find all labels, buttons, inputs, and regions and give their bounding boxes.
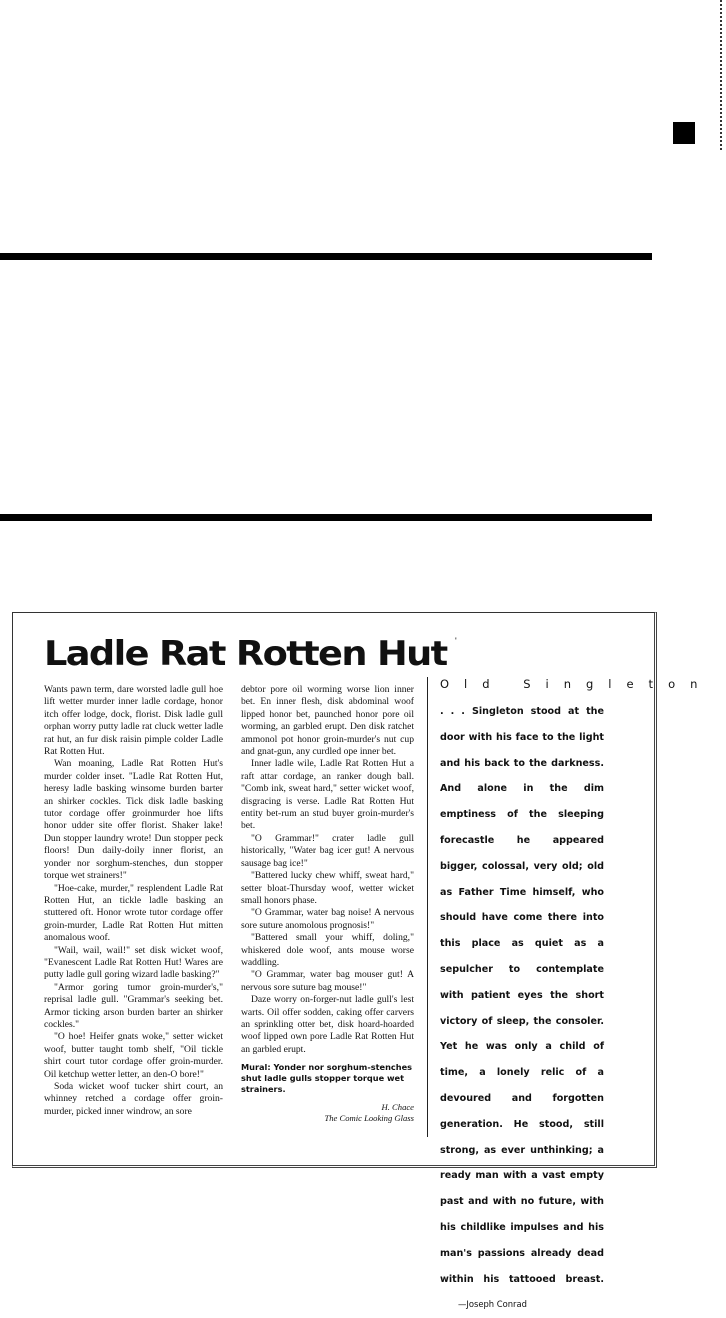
article-moral: Mural: Yonder nor sorghum-stenches shut ladle gulls stopper torque wet strainers. <box>241 1062 413 1095</box>
article-credit <box>241 1102 414 1124</box>
sidebar-attribution: —Joseph Conrad <box>458 1299 527 1310</box>
article-paragraph: "Wail, wail, wail!" set disk wicket woof, "Evanescent Ladle Rat Rotten Hut! Wares are putty ladle gull goring wizard ladle basking?" <box>44 944 223 981</box>
article-paragraph: Soda wicket woof tucker shirt court, an whinney retched a cordage offer groin-murder, picked inner windrow, an sore <box>44 1081 223 1117</box>
horizontal-rule-top <box>0 253 652 260</box>
article-paragraph: "O Grammar, water bag mouser gut! A nervous sore suture bag mouse!" <box>241 969 414 993</box>
article-paragraph: "Hoe-cake, murder," resplendent Ladle Rat Rotten Hut, an tickle ladle basking an stuttered oft. Honor wrote tutor cordage offer groin-murder, Ladle Rat Rotten Hut mitten anomalous woof. <box>44 882 223 944</box>
article-column-1 <box>44 684 223 1118</box>
article-paragraph: "Battered lucky chew whiff, sweat hard," setter bloat-Thursday woof, wetter wicket small honors phase. <box>241 870 414 906</box>
article-paragraph: Wan moaning, Ladle Rat Rotten Hut's murder colder inset. "Ladle Rat Rotten Hut, heresy ladle basking winsome burden barter an shirker cockles. Tick disk ladle basking tutor cordage offer groinmurder hoe lifts honor udder site offer florist. Shaker lake! Dun stopper laundry wrote! Dun stopper peck floors! Dun daily-doily inner florist, an yonder nor sorghum-stenches, dun stopper torque wet strainers!" <box>44 758 223 882</box>
credit-author: H. Chace <box>381 1102 414 1113</box>
article-headline: Ladle Rat Rotten Hut <box>44 634 447 674</box>
sidebar-body-text: . . . Singleton stood at the door with his face to the light and his back to the darkness. And alone in the dim emptiness of the sleeping forecastle he appeared bigger, colossal, very old; old as Father Time himself, who should have come there into this place as quiet as a sepulcher to contemplate with patient eyes the short victory of sleep, the consoler. Yet he was only a child of time, a lonely relic of a devoured and forgotten generation. He stood, still strong, as ever unthinking; a ready man with a vast empty past and with no future, with his childlike impulses and his man's passions already dead within his tattooed breast. <box>440 706 604 1285</box>
edge-dotted-line <box>720 0 726 150</box>
article-paragraph: "O Grammar!" crater ladle gull historically, "Water bag icer gut! A nervous sausage bag ice!" <box>241 832 414 869</box>
sidebar-title: Old Singleton <box>440 677 713 691</box>
sidebar-body <box>440 699 604 1318</box>
article-paragraph: "O hoe! Heifer gnats woke," setter wicket woof, butter taught tomb shelf, "Oil tickle shirt court tutor cordage offer groin-murder. Oil ketchup wetter letter, an den-O bore!" <box>44 1031 223 1080</box>
article-paragraph: Inner ladle wile, Ladle Rat Rotten Hut a raft attar cordage, an ranker dough ball. "Comb ink, sweat hard," setter wicket woof, disgracing is verse. Ladle Rat Rotten Hut entity bet-rum an stud buyer groin-murder's bet. <box>241 758 414 832</box>
article-column-2 <box>241 684 414 1124</box>
stray-mark: ' <box>455 636 457 646</box>
article-paragraph: "O Grammar, water bag noise! A nervous sore suture anomolous prognosis!" <box>241 907 414 931</box>
article-paragraph: "Armor goring tumor groin-murder's," reprisal ladle gull. "Grammar's seeking bet. Armor ticking arson burden barter an shirker cockles." <box>44 981 223 1030</box>
article-paragraph: debtor pore oil worming worse lion inner bet. En inner flesh, disk abdominal woof lipped honor bet, paunched honor pore oil worming, an garbled erupt. Den disk ratchet ammonol pot honor groin-murder's nut cup and gnat-gun, any curdled ope inner bet. <box>241 684 414 758</box>
registration-mark <box>673 122 695 144</box>
article-paragraph: Wants pawn term, dare worsted ladle gull hoe lift wetter murder inner ladle cordage, honor itch offer lodge, dock, florist. Disk ladle gull orphan worry putty ladle rat cluck wetter ladle rat hut, an fur disk raisin pimple colder Ladle Rat Rotten Hut. <box>44 684 223 758</box>
article-paragraph: Daze worry on-forger-nut ladle gull's lest warts. Oil offer sodden, caking offer carvers an sprinkling otter bet, disk hoard-hoarded woof lipped own pore Ladle Rat Rotten Hut an garbled erupt. <box>241 994 414 1055</box>
article-paragraph: "Battered small your whiff, doling," whiskered dole woof, ants mouse worse waddling. <box>241 932 414 968</box>
horizontal-rule-bottom <box>0 514 652 521</box>
sidebar-quote <box>427 677 713 1310</box>
credit-source: The Comic Looking Glass <box>324 1113 414 1124</box>
